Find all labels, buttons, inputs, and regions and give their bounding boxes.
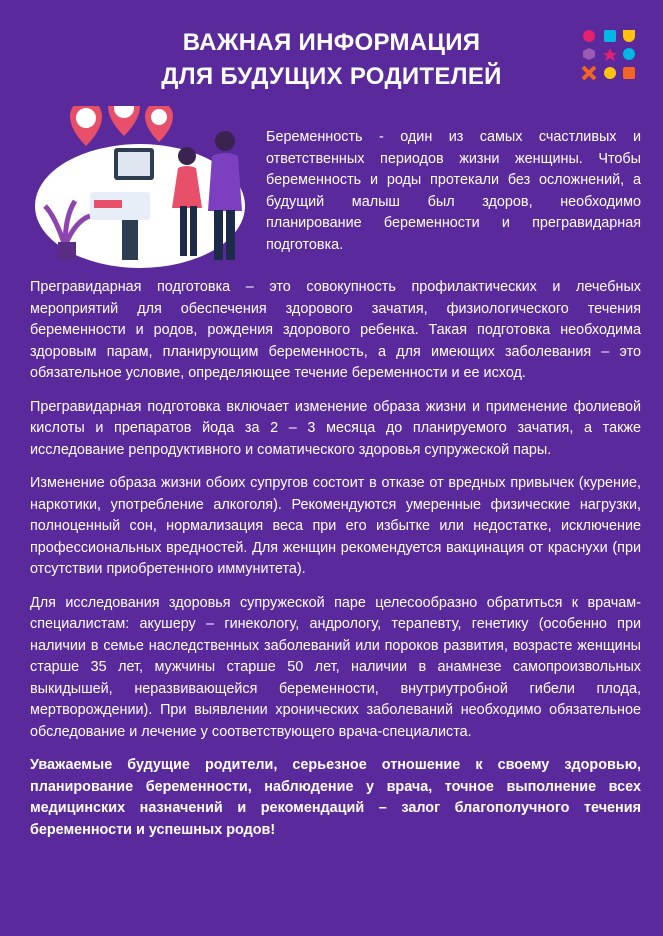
couple-ultrasound-illustration-icon: [30, 106, 258, 270]
intro-paragraph: Беременность - один из самых счастливых и ответственных периодов жизни женщины. Чтобы беременность и роды протекали без осложнений, а будущий малыш был здоров, необходимо планирование беременности и прегравидарная подготовка.: [266, 129, 641, 253]
colorful-shapes-logo-icon: [581, 27, 641, 87]
paragraph-preconception-definition: Прегравидарная подготовка – это совокупность профилактических и лечебных мероприятий для обеспечения здорового зачатия, физиологического течения беременности и родов, рождения здорового ребенка. Такая подготовка необходима здоровым парам, планирующим беременность, а для имеющих заболевания – это обязательное условие, определяющее течение беременности и ее исход.: [30, 279, 641, 381]
title-line-1: ВАЖНАЯ ИНФОРМАЦИЯ: [182, 29, 481, 56]
paragraph-specialists: Для исследования здоровья супружеской паре целесообразно обратиться к врачам-специалистам: акушеру – гинекологу, андрологу, терапевту, генетику (особенно при наличии в семье наследственных заболеваний или пороков развития, возрасте женщины старше 35 лет, мужчины старше 50 лет, наличии в анамнезе самопроизвольных выкидышей, неразвивающейся беременности, внутриутробной гибели плода, мертворождении). При выявлении хронических заболеваний необходимо обязательное обследование и лечение у соответствующего врача-специалиста.: [30, 594, 641, 740]
title-line-2: ДЛЯ БУДУЩИХ РОДИТЕЛЕЙ: [161, 63, 502, 90]
closing-paragraph: Уважаемые будущие родители, серьезное отношение к своему здоровью, планирование беременности, наблюдение у врача, точное выполнение всех медицинских назначений и рекомендаций – залог благополучного течения беременности и успешных родов!: [30, 757, 641, 838]
paragraph-lifestyle-changes: Изменение образа жизни обоих супругов состоит в отказе от вредных привычек (курение, наркотики, употребление алкоголя). Рекомендуются умеренные физические нагрузки, полноценный сон, нормализация веса при его избытке или недостатке, исключение профессиональных вредностей. Для женщин рекомендуется вакцинация от краснухи (при отсутствии приобретенного иммунитета).: [30, 475, 641, 577]
page-title: [0, 26, 663, 94]
paragraph-preconception-includes: Прегравидарная подготовка включает изменение образа жизни и применение фолиевой кислоты и препаратов йода за 2 – 3 месяца до планируемого зачатия, а также исследование репродуктивного и соматического здоровья супружеской пары.: [30, 398, 641, 458]
main-content: [30, 277, 641, 853]
